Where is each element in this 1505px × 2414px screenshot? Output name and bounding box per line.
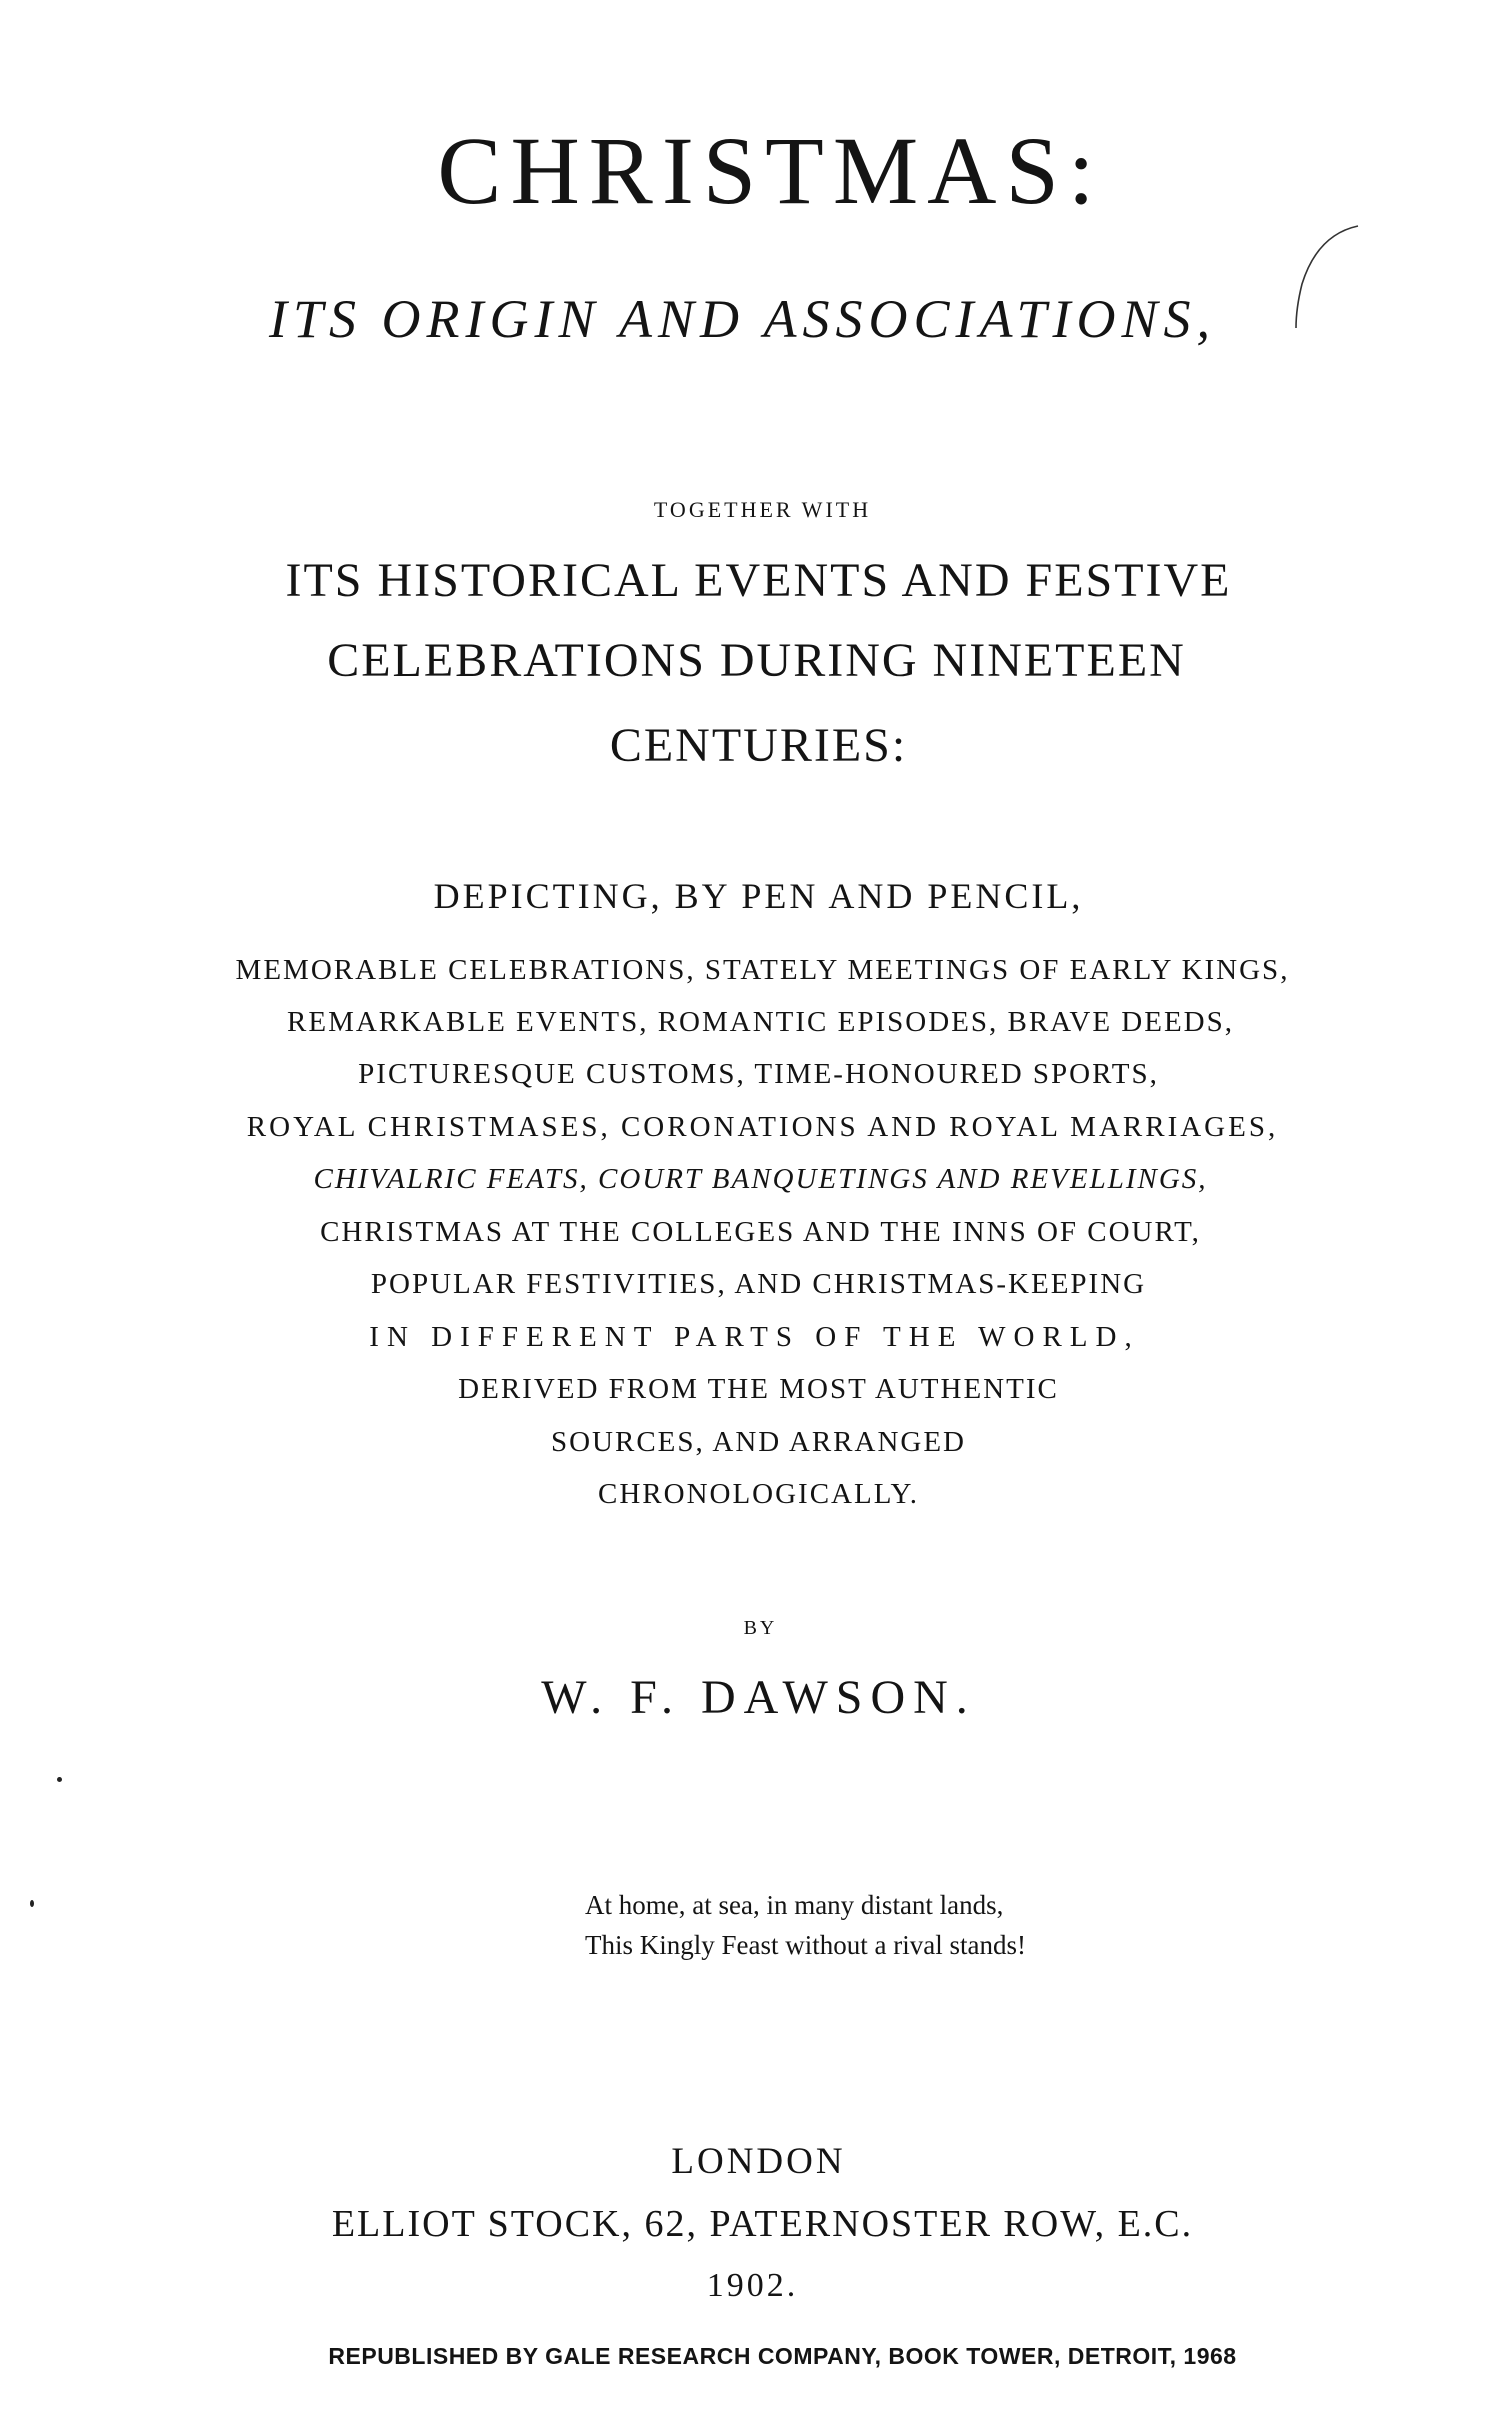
contents-line: DERIVED FROM THE MOST AUTHENTIC bbox=[458, 1373, 1059, 1405]
contents-line: SOURCES, AND ARRANGED bbox=[550, 1426, 967, 1458]
by-label: BY bbox=[743, 1617, 778, 1639]
scan-speck bbox=[30, 1900, 34, 1907]
book-title: CHRISTMAS: bbox=[437, 117, 1104, 224]
contents-line: MEMORABLE CELEBRATIONS, STATELY MEETINGS OF EARLY KINGS, bbox=[235, 954, 1290, 986]
scan-speck bbox=[57, 1777, 62, 1782]
republished-note: REPUBLISHED BY GALE RESEARCH COMPANY, BOOK TOWER, DETROIT, 1968 bbox=[328, 2343, 1237, 2369]
author-name: W. F. DAWSON. bbox=[541, 1671, 976, 1724]
together-with-label: TOGETHER WITH bbox=[653, 497, 872, 522]
contents-line: CHRONOLOGICALLY. bbox=[598, 1478, 919, 1510]
epigraph-line: At home, at sea, in many distant lands, bbox=[585, 1890, 1004, 1920]
contents-line: ROYAL CHRISTMASES, CORONATIONS AND ROYAL MARRIAGES, bbox=[246, 1111, 1279, 1143]
main-title-line: CELEBRATIONS DURING NINETEEN bbox=[327, 634, 1186, 687]
book-subtitle: ITS ORIGIN AND ASSOCIATIONS, bbox=[268, 289, 1217, 349]
contents-line: CHIVALRIC FEATS, COURT BANQUETINGS AND REVELLINGS, bbox=[313, 1163, 1208, 1195]
contents-line: REMARKABLE EVENTS, ROMANTIC EPISODES, BRAVE DEEDS, bbox=[287, 1006, 1234, 1038]
contents-line: CHRISTMAS AT THE COLLEGES AND THE INNS OF COURT, bbox=[320, 1216, 1201, 1248]
main-title-line: CENTURIES: bbox=[609, 719, 908, 772]
imprint-publisher: ELLIOT STOCK, 62, PATERNOSTER ROW, E.C. bbox=[331, 2203, 1194, 2245]
epigraph bbox=[585, 1885, 1026, 1965]
main-title-line: ITS HISTORICAL EVENTS AND FESTIVE bbox=[285, 554, 1232, 607]
epigraph-line: This Kingly Feast without a rival stands! bbox=[585, 1930, 1026, 1960]
contents-line: POPULAR FESTIVITIES, AND CHRISTMAS-KEEPING bbox=[370, 1268, 1147, 1300]
contents-line: IN DIFFERENT PARTS OF THE WORLD, bbox=[369, 1321, 1140, 1353]
contents-line: PICTURESQUE CUSTOMS, TIME-HONOURED SPORTS, bbox=[358, 1058, 1159, 1090]
imprint-city: LONDON bbox=[671, 2141, 846, 2182]
depicting-heading: DEPICTING, BY PEN AND PENCIL, bbox=[433, 876, 1084, 916]
imprint-year: 1902. bbox=[706, 2267, 799, 2304]
pen-stroke-mark bbox=[1280, 222, 1360, 332]
